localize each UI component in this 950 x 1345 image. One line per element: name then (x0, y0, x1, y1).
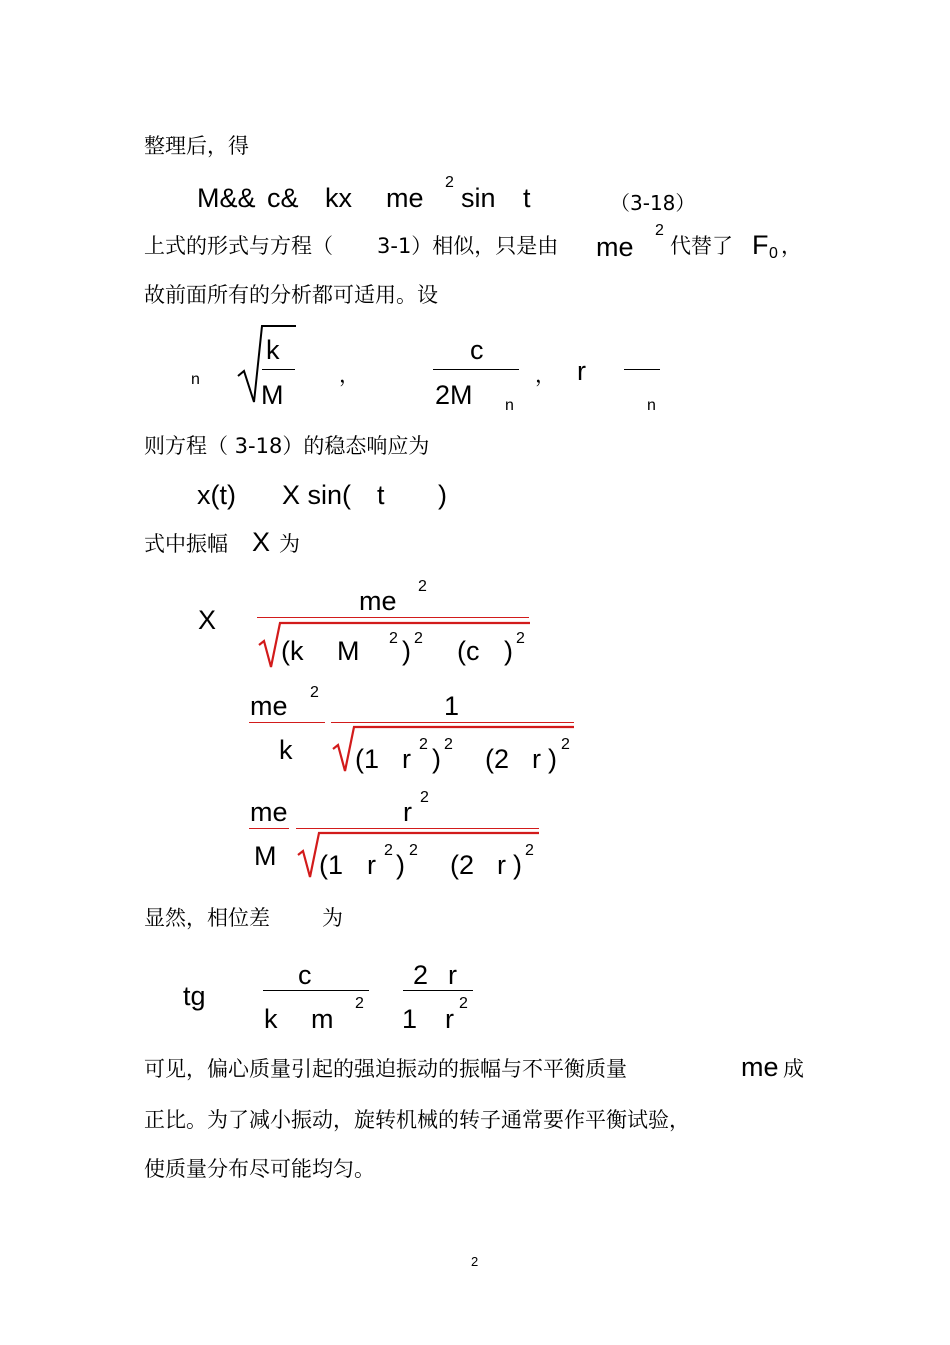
text-para4: 则方程（ 3-18）的稳态响应为 (144, 434, 430, 458)
fraction-bar (257, 617, 529, 618)
amp3-s2: 2 (409, 842, 418, 859)
eq-term-cxd: c& (267, 183, 299, 213)
text-para2-c: 代替了 (670, 234, 733, 258)
text-para7-b: 成 (783, 1057, 804, 1081)
text-para2-a: 上式的形式与方程（ (144, 234, 333, 258)
amp3-M: M (254, 841, 277, 871)
text-para2-b: 3-1）相似，只是由 (377, 234, 559, 258)
eq-term-sup: 2 (445, 174, 454, 191)
amp2-p1: (1 (355, 744, 380, 774)
text-para5-b: 为 (279, 532, 300, 556)
phase-r2: r (445, 1004, 454, 1034)
fraction-bar (249, 722, 325, 723)
phase-two: 2 (413, 960, 429, 990)
text-para7-a: 可见，偏心质量引起的强迫振动的振幅与不平衡质量 (144, 1057, 627, 1081)
fraction-bar (296, 828, 539, 829)
text-para2-comma: ， (781, 234, 802, 258)
amp3-rnum: r (403, 797, 412, 827)
amp1-k: (k (281, 636, 304, 666)
def-comma2: ， (535, 363, 556, 387)
fraction-bar (263, 990, 369, 991)
page-number: 2 (471, 1254, 479, 1269)
amp2-one: 1 (444, 691, 460, 721)
amp2-me-sup: 2 (310, 684, 319, 701)
amp1-M: M (337, 636, 360, 666)
fraction-bar (262, 369, 295, 370)
text-para6-b: 为 (322, 906, 343, 930)
amp1-paren2: ) (504, 636, 513, 666)
equation-label: （3-18） (610, 191, 696, 215)
phase-m: m (311, 1004, 334, 1034)
amp1-s3: 2 (516, 630, 525, 647)
phase-s: 2 (355, 995, 364, 1012)
amp2-s1: 2 (419, 736, 428, 753)
text-zhengli: 整理后，得 (144, 134, 249, 158)
fraction-bar (249, 828, 289, 829)
amp1-c: (c (457, 636, 480, 666)
eq-term-me: me (386, 183, 424, 213)
text-para2-sup: 2 (655, 222, 664, 239)
eq-term-kx: kx (325, 183, 352, 213)
text-para6-a: 显然，相位差 (144, 906, 270, 930)
amp3-s3: 2 (525, 842, 534, 859)
def-M: M (261, 380, 284, 410)
amp3-r2: r (497, 850, 506, 880)
amp2-me: me (250, 691, 288, 721)
eq-term-t: t (523, 183, 531, 213)
phase-r: r (448, 960, 457, 990)
text-para9: 使质量分布尽可能均匀。 (144, 1157, 375, 1181)
text-para2-F: F (752, 230, 769, 260)
fraction-bar (433, 369, 519, 370)
eq-term-sin: sin (461, 183, 496, 213)
amp1-s2: 2 (414, 630, 423, 647)
amp3-rsup: 2 (420, 789, 429, 806)
fraction-bar (331, 722, 574, 723)
amp1-s1: 2 (389, 630, 398, 647)
eq-term-mxdd: M&& (197, 183, 256, 213)
def-comma: ， (339, 363, 360, 387)
def-n3: n (647, 397, 656, 414)
text-para2-sub: 0 (769, 245, 778, 262)
phase-s2: 2 (459, 995, 468, 1012)
def-k: k (266, 335, 280, 365)
text-para5-X: X (252, 527, 271, 557)
amp2-r1: r (402, 744, 411, 774)
amp3-r1: r (367, 850, 376, 880)
amp3-s1: 2 (384, 842, 393, 859)
amp2-r2: r (532, 744, 541, 774)
resp-xsin: X sin( (282, 480, 352, 510)
amp2-paren: ) (432, 744, 441, 774)
text-para7-me: me (741, 1052, 779, 1082)
amp3-me: me (250, 797, 288, 827)
def-n1: n (191, 371, 200, 388)
text-para2-me: me (596, 232, 634, 262)
text-para8: 正比。为了减小振动，旋转机械的转子通常要作平衡试验， (144, 1108, 690, 1132)
def-2M: 2M (435, 380, 473, 410)
amp2-s3: 2 (561, 736, 570, 753)
def-n2: n (505, 397, 514, 414)
amp2-paren2: ) (548, 744, 557, 774)
resp-lhs: x(t) (197, 480, 236, 510)
def-r: r (577, 356, 586, 386)
text-para5-a: 式中振幅 (144, 532, 228, 556)
amp3-paren2: ) (513, 850, 522, 880)
phase-tg: tg (183, 981, 206, 1011)
resp-close: ) (438, 480, 447, 510)
phase-c: c (298, 960, 312, 990)
amp1-paren: ) (402, 636, 411, 666)
amp2-k: k (279, 735, 293, 765)
def-c: c (470, 335, 484, 365)
amp2-s2: 2 (444, 736, 453, 753)
fraction-bar (624, 369, 660, 370)
amp1-me-sup: 2 (418, 578, 427, 595)
amp2-p2: (2 (485, 744, 510, 774)
phase-k: k (264, 1004, 278, 1034)
amp-X: X (198, 605, 217, 635)
resp-t: t (377, 480, 385, 510)
amp3-paren: ) (396, 850, 405, 880)
amp3-p2: (2 (450, 850, 475, 880)
text-para3: 故前面所有的分析都可适用。设 (144, 283, 438, 307)
amp3-p1: (1 (319, 850, 344, 880)
phase-one: 1 (402, 1004, 418, 1034)
amp1-me: me (359, 586, 397, 616)
fraction-bar (403, 990, 473, 991)
